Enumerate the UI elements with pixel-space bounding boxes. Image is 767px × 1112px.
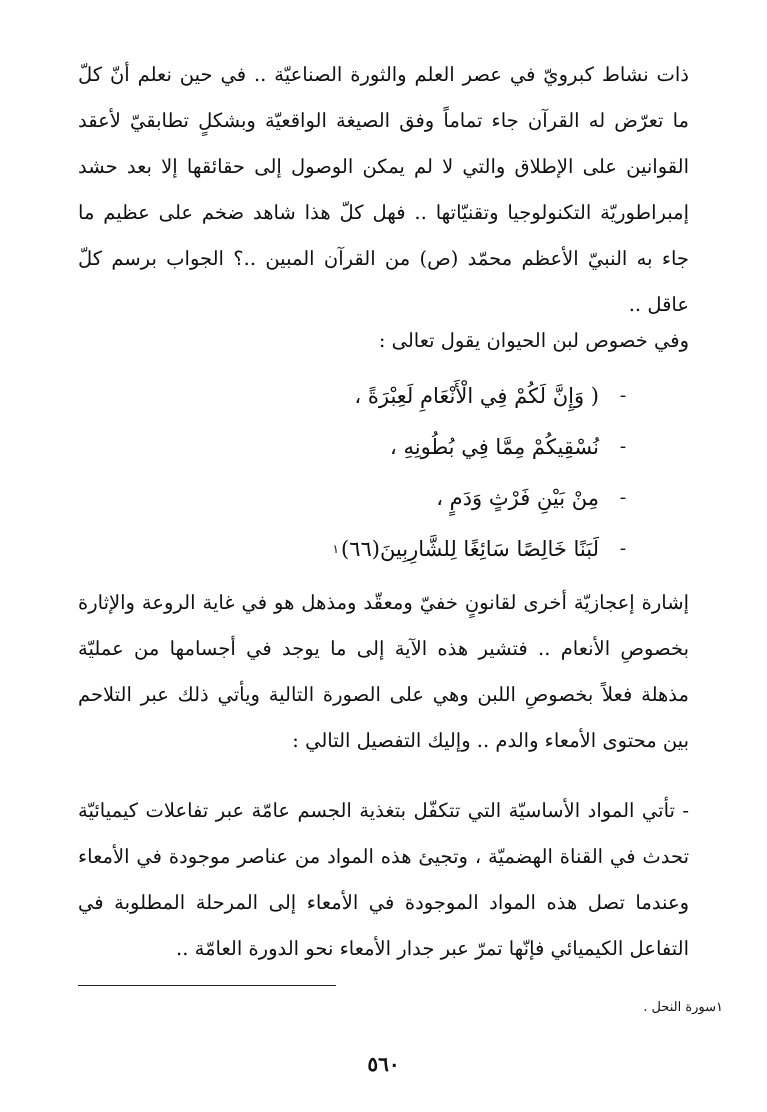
verse-line <box>333 421 647 472</box>
bullet-dash: - <box>619 487 627 508</box>
paragraph-intro-verse: وفي خصوص لبن الحيوان يقول تعالى : <box>378 329 689 352</box>
verse-line <box>333 472 647 523</box>
bullet-dash: - <box>619 436 627 457</box>
bullet-dash: - <box>619 385 627 406</box>
footnote-divider <box>78 985 336 986</box>
verse-text: مِنْ بَيْنِ فَرْثٍ وَدَمٍ ، <box>436 485 599 510</box>
verse-text: نُسْقِيكُمْ مِمَّا فِي بُطُونِهِ ، <box>390 434 599 459</box>
bullet-dash: - <box>619 538 627 559</box>
paragraph-1: ذات نشاط كبرويّ في عصر العلم والثورة الصناعيّة .. في حين نعلم أنّ كلّ ما تعرّض له القرآن جاء تماماً وفق الصيغة الواقعيّة وبشكلٍ تطابقيّ لأعقد القوانين على الإطلاق والتي لا لم يمكن الوصول إلى حقائقها إلا بعد حشد إمبراطوريّة التكنولوجيا وتقنيّاتها .. فهل كلّ هذا شاهد ضخم على عظيم ما جاء به النبيّ الأعظم محمّد (ص) من القرآن المبين ..؟ الجواب برسم كلّ عاقل .. <box>78 63 689 316</box>
verse-list <box>333 370 647 574</box>
page-number: ٥٦٠ <box>367 1052 400 1076</box>
footnote-marker: ١ <box>332 541 339 556</box>
verse-line <box>333 523 647 574</box>
verse-text: لَبَنًا خَالِصًا سَائِغًا لِلشَّارِبِينَ(٦٦) <box>340 536 599 561</box>
footnote: ١سورة النحل . <box>643 1000 723 1015</box>
paragraph-3: إشارة إعجازيّة أخرى لقانونٍ خفيّ ومعقّد ومذهل هو في غاية الروعة والإثارة بخصوصِ الأنعام .. فتشير هذه الآية إلى ما يوجد في أجسامها من عمليّة مذهلة فعلاً بخصوصِ اللبن وهي على الصورة التالية ويأتي ذلك عبر التلاحم بين محتوى الأمعاء والدم .. وإليك التفصيل التالي : <box>78 591 689 752</box>
paragraph-4: - تأتي المواد الأساسيّة التي تتكفّل بتغذية الجسم عامّة عبر تفاعلات كيميائيّة تحدث في القناة الهضميّة ، وتجيئ هذه المواد من عناصر موجودة في الأمعاء وعندما تصل هذه المواد الموجودة في الأمعاء إلى المرحلة المطلوبة في التفاعل الكيميائي فإنّها تمرّ عبر جدار الأمعاء نحو الدورة العامّة .. <box>78 799 689 960</box>
verse-line <box>333 370 647 421</box>
verse-text: ( وَإِنَّ لَكُمْ فِي الْأَنْعَامِ لَعِبْرَةً ، <box>354 383 599 408</box>
